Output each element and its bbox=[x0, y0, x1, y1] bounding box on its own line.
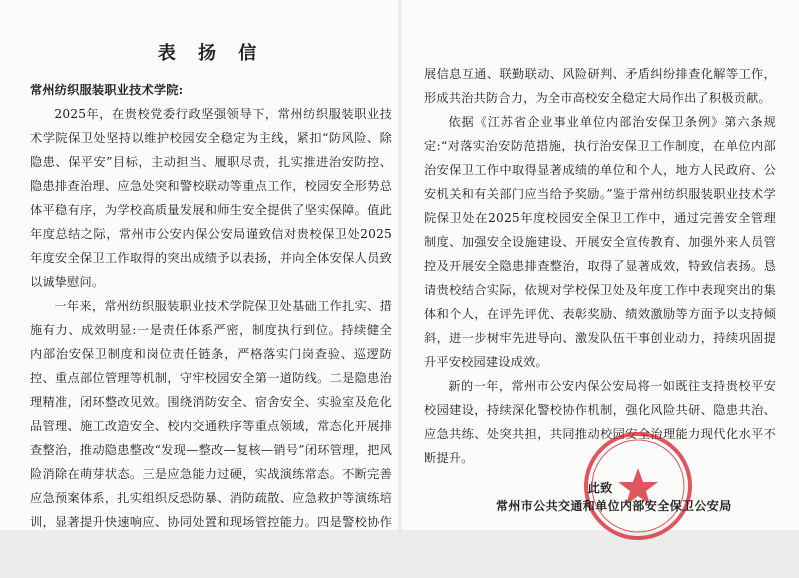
letter-closing: 此致 bbox=[587, 481, 613, 495]
letter-addressee: 常州纺织服装职业技术学院: bbox=[30, 83, 184, 97]
paragraph-intro: 2025年，在贵校党委行政坚强领导下，常州纺织服装职业技术学院保卫处坚持以维护校园安全稳定为主线，紧扣“防风险、除隐患、保平安”目标，主动担当、履职尽责，扎实推进治安防控、隐患排查治理、应急处突和警校联动等重点工作，校园安全形势总体平稳有序，为学校高质量发展和师生安全提供了坚实保障。值此年度总结之际，常州市公安内保公安局谨致信对贵校保卫处2025年度安全保卫工作取得的突出成绩予以表扬，并向全体安保人员致以诚挚慰问。 bbox=[30, 107, 392, 289]
page-fold bbox=[398, 0, 402, 530]
paragraph-achievements-continued: 展信息互通、联勤联动、风险研判、矛盾纠纷排查化解等工作，形成共治共防合力，为全市高校安全稳定大局作出了积极贡献。 bbox=[424, 67, 776, 105]
left-column bbox=[30, 0, 392, 530]
letter-signature: 常州市公共交通和单位内部安全保卫公安局 bbox=[496, 499, 732, 513]
paragraph-regulation: 依据《江苏省企业事业单位内部治安保卫条例》第六条规定:“对落实治安防范措施，执行治安保卫工作制度，在单位内部治安保卫工作中取得显著成绩的单位和个人，地方人民政府、公安机关和有关部门应当给予奖励。”鉴于常州纺织服装职业技术学院保卫处在2025年度校园安全保卫工作中，通过完善安全管理制度、加强安全设施建设、开展安全宣传教育、加强外来人员管控及开展安全隐患排查整治，取得了显著成效，特致信表扬。恳请贵校结合实际，依规对学校保卫处及年度工作中表现突出的集体和个人，在评先评优、表彰奖励、绩效激励等方面予以支持倾斜，进一步树牢先进导向、激发队伍干事创业动力，持续巩固提升平安校园建设成效。 bbox=[424, 115, 776, 369]
paragraph-outlook: 新的一年，常州市公安内保公安局将一如既往支持贵校平安校园建设，持续深化警校协作机制，强化风险共研、隐患共治、应急共练、处突共担，共同推动校园安全治理能力现代化水平不断提升。 bbox=[424, 379, 776, 465]
letter-title: 表 扬 信 bbox=[157, 43, 265, 64]
paragraph-achievements: 一年来，常州纺织服装职业技术学院保卫处基础工作扎实、措施有力、成效明显:一是责任体系严密，制度执行到位。持续健全内部治安保卫制度和岗位责任链条，严格落实门岗查验、巡逻防控、重点部位管理等机制，守牢校园安全第一道防线。二是隐患治理精准，闭环整改见效。围绕消防安全、宿舍安全、实验室及危化品管理、施工改造安全、校内交通秩序等重点领域，常态化开展排查整治，推动隐患整改“发现—整改—复核—销号”闭环管理，把风险消除在萌芽状态。三是应急能力过硬，实战演练常态。不断完善应急预案体系，扎实组织反恐防暴、消防疏散、应急救护等演练培训，显著提升快速响应、协同处置和现场管控能力。四是警校协作 bbox=[30, 299, 392, 529]
red-official-seal-icon bbox=[582, 430, 694, 542]
